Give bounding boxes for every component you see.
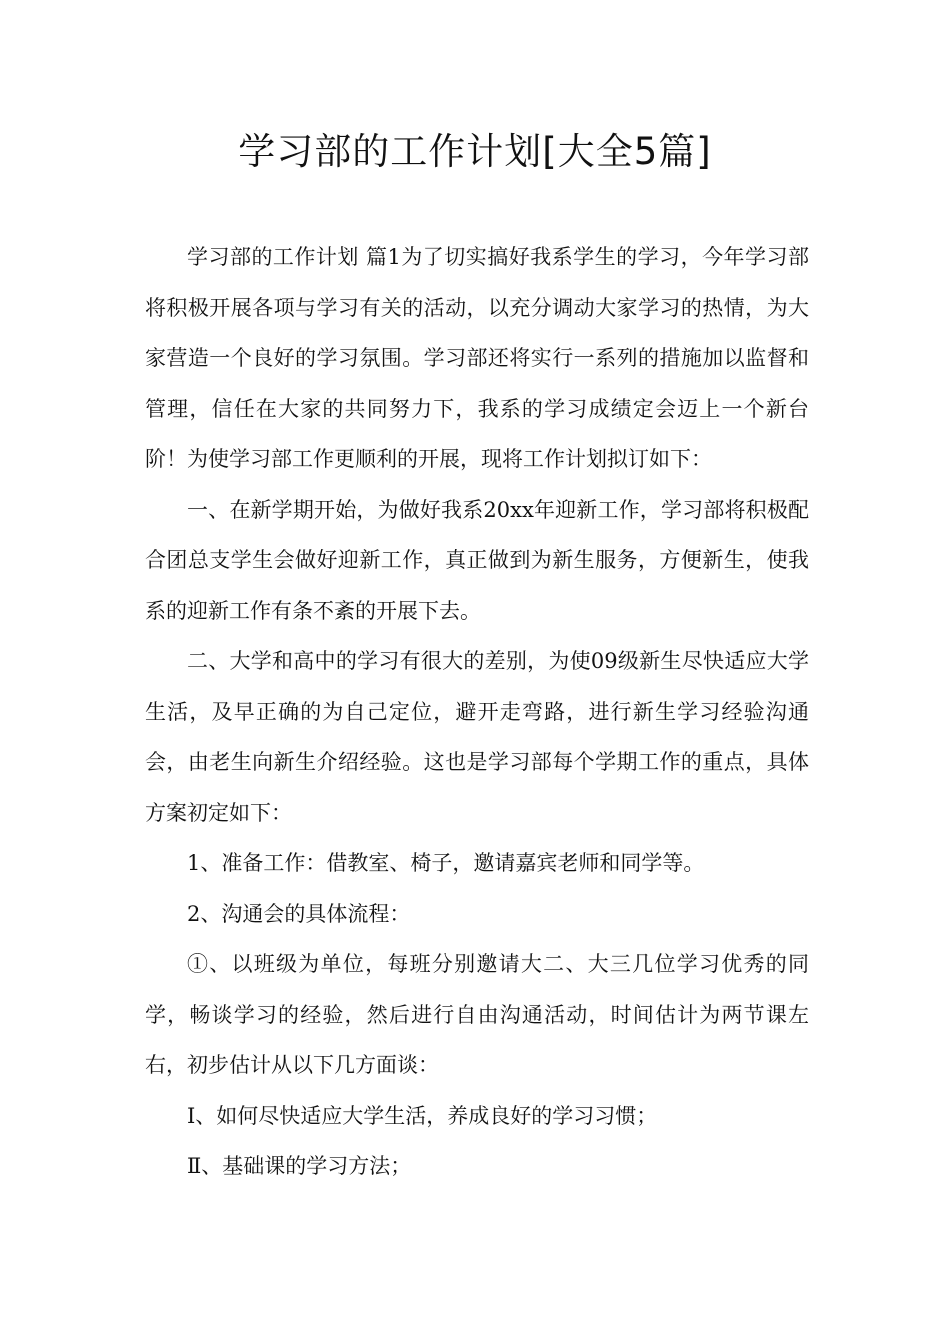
paragraph-item-2: 二、大学和高中的学习有很大的差别，为使09级新生尽快适应大学生活，及早正确的为自己定位，避开走弯路，进行新生学习经验沟通会，由老生向新生介绍经验。这也是学习部每个学期工作的重点，具体方案初定如下： — [145, 649, 809, 825]
paragraph-process-step-1: ①、以班级为单位，每班分别邀请大二、大三几位学习优秀的同学，畅谈学习的经验，然后进行自由沟通活动，时间估计为两节课左右，初步估计从以下几方面谈： — [145, 952, 809, 1077]
paragraph-item-1: 一、在新学期开始，为做好我系20xx年迎新工作，学习部将积极配合团总支学生会做好迎新工作，真正做到为新生服务，方便新生，使我系的迎新工作有条不紊的开展下去。 — [145, 497, 809, 623]
document-title: 学习部的工作计划[大全5篇] — [238, 130, 712, 173]
paragraph-topic-1: Ⅰ、如何尽快适应大学生活，养成良好的学习习惯； — [187, 1103, 658, 1128]
paragraph-process: 2、沟通会的具体流程： — [187, 901, 411, 926]
document-body — [145, 232, 809, 1192]
paragraph-topic-2: Ⅱ、基础课的学习方法； — [187, 1154, 412, 1178]
paragraph-intro: 学习部的工作计划 篇1为了切实搞好我系学生的学习，今年学习部将积极开展各项与学习有关的活动，以充分调动大家学习的热情，为大家营造一个良好的学习氛围。学习部还将实行一系列的措施加以监督和管理，信任在大家的共同努力下，我系的学习成绩定会迈上一个新台阶！为使学习部工作更顺利的开展，现将工作计划拟订如下： — [145, 245, 809, 471]
paragraph-preparation: 1、准备工作：借教室、椅子，邀请嘉宾老师和同学等。 — [187, 851, 705, 875]
